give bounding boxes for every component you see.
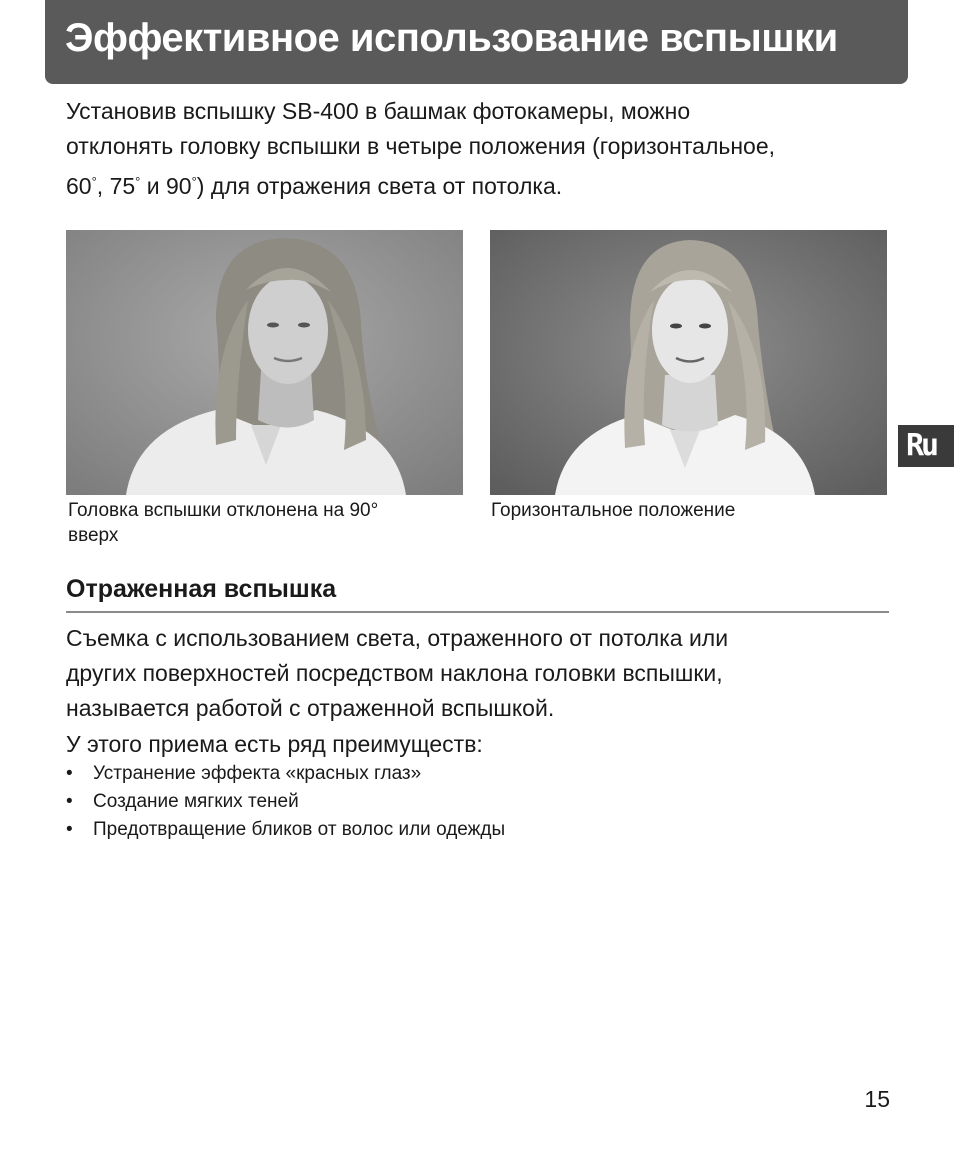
list-item-text: Устранение эффекта «красных глаз» bbox=[93, 763, 422, 784]
language-tab: Ru bbox=[898, 425, 954, 467]
advantages-intro: У этого приема есть ряд преимуществ: bbox=[66, 731, 483, 757]
caption-left-line-1: Головка вспышки отклонена на 90° bbox=[68, 500, 379, 521]
list-item-text: Предотвращение бликов от волос или одежды bbox=[93, 819, 506, 840]
intro-line-2: отклонять головку вспышки в четыре положения (горизонтальное, bbox=[66, 133, 776, 159]
degree-sign: ° bbox=[91, 174, 97, 189]
intro-line-3-b: , 75 bbox=[96, 173, 136, 199]
intro-line-1: Установив вспышку SB-400 в башмак фотокамеры, можно bbox=[66, 98, 691, 124]
photo-bounce-flash bbox=[66, 230, 463, 495]
page-title: Эффективное использование вспышки bbox=[65, 16, 838, 60]
paragraph-line-3: называется работой с отраженной вспышкой. bbox=[66, 695, 555, 721]
caption-left bbox=[68, 498, 458, 548]
paragraph-line-2: других поверхностей посредством наклона головки вспышки, bbox=[66, 660, 723, 686]
advantages-list bbox=[66, 760, 886, 844]
intro-paragraph bbox=[66, 94, 886, 204]
bullet-icon: • bbox=[66, 763, 73, 784]
bullet-icon: • bbox=[66, 819, 73, 840]
paragraph-line-1: Съемка с использованием света, отраженного от потолка или bbox=[66, 625, 729, 651]
bullet-icon: • bbox=[66, 791, 73, 812]
section-paragraph bbox=[66, 621, 886, 726]
title-bar bbox=[45, 0, 908, 84]
caption-left-line-2: вверх bbox=[68, 525, 119, 546]
intro-line-3-a: 60 bbox=[66, 173, 92, 199]
list-item bbox=[66, 788, 886, 816]
list-item bbox=[66, 816, 886, 844]
page-number: 15 bbox=[864, 1086, 890, 1112]
intro-line-3-d: ) для отражения света от потолка. bbox=[196, 173, 563, 199]
degree-sign: ° bbox=[135, 174, 141, 189]
list-item-text: Создание мягких теней bbox=[93, 791, 299, 812]
section-heading: Отраженная вспышка bbox=[66, 575, 889, 613]
caption-right-line-1: Горизонтальное положение bbox=[491, 500, 736, 521]
caption-right bbox=[491, 498, 881, 523]
intro-line-3-c: и 90 bbox=[140, 173, 192, 199]
degree-sign: ° bbox=[191, 174, 197, 189]
photo-direct-flash bbox=[490, 230, 887, 495]
list-item bbox=[66, 760, 886, 788]
